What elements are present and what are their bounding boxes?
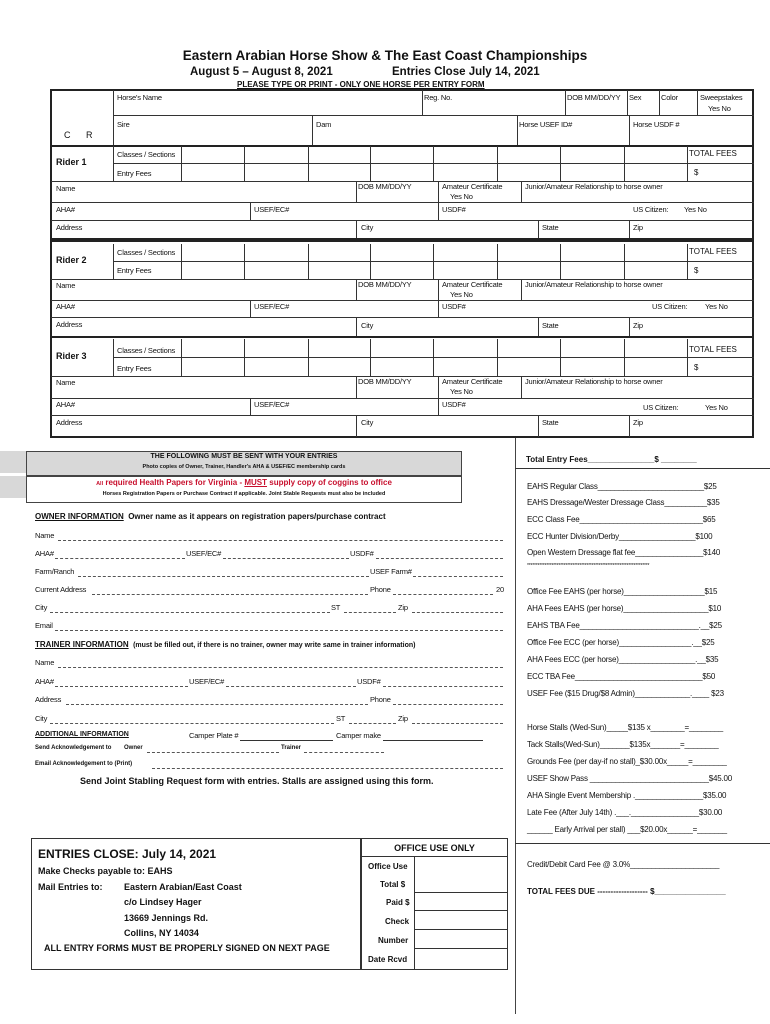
trainer-address-input[interactable] xyxy=(66,704,368,705)
owner-farm-label: Farm/Ranch xyxy=(35,567,75,576)
rider2-state-label: State xyxy=(542,321,559,330)
rider2-citizen-yes-no[interactable]: Yes No xyxy=(705,302,728,311)
trainer-aha-input[interactable] xyxy=(55,686,188,687)
fee-late: Late Fee (After July 14th) .___.________________$30.00 xyxy=(527,808,723,817)
trainer-zip-label: Zip xyxy=(398,714,408,723)
owner-city-input[interactable] xyxy=(50,612,330,613)
rider3-title: Rider 3 xyxy=(56,351,87,361)
rider3-entry-fees-label: Entry Fees xyxy=(117,364,152,373)
camper-plate-input[interactable] xyxy=(240,740,333,741)
rider3-address-label: Address xyxy=(56,418,83,427)
rider2-aha-label: AHA# xyxy=(56,302,75,311)
office-paid-label: Paid $ xyxy=(386,898,410,907)
fee-aha-eahs: AHA Fees EAHS (per horse)____________________$10 xyxy=(527,604,722,613)
rider1-zip-label: Zip xyxy=(633,223,643,232)
rider1-title: Rider 1 xyxy=(56,157,87,167)
rider1-classes-label: Classes / Sections xyxy=(117,150,176,159)
trainer-usef-label: USEF/EC# xyxy=(189,677,225,686)
email-ack-input[interactable] xyxy=(152,768,503,769)
rider1-citizen-yes-no[interactable]: Yes No xyxy=(684,205,707,214)
trainer-usdf-label: USDF# xyxy=(357,677,381,686)
camper-plate-label: Camper Plate # xyxy=(189,731,239,740)
rider2-dob-label: DOB MM/DD/YY xyxy=(358,280,412,289)
office-total-input[interactable] xyxy=(414,892,508,893)
rider3-dollar: $ xyxy=(694,363,699,372)
office-number-input[interactable] xyxy=(414,948,508,949)
trainer-st-label: ST xyxy=(336,714,346,723)
send-ack-trainer-label: Trainer xyxy=(281,745,302,751)
horse-usdf-label: Horse USDF # xyxy=(633,120,680,129)
owner-address-input[interactable] xyxy=(92,594,368,595)
owner-zip-label: Zip xyxy=(398,603,408,612)
owner-aha-label: AHA# xyxy=(35,549,54,558)
owner-phone-label: Phone xyxy=(370,585,391,594)
required-heading: THE FOLLOWING MUST BE SENT WITH YOUR ENTRIES xyxy=(150,453,338,460)
horse-usef-label: Horse USEF ID# xyxy=(519,120,573,129)
total-fees-due[interactable]: TOTAL FEES DUE ------------------- $________________ xyxy=(527,887,726,896)
trainer-phone-label: Phone xyxy=(370,695,391,704)
owner-year-label: 20 xyxy=(496,585,504,594)
owner-usef-farm-label: USEF Farm# xyxy=(370,567,412,576)
trainer-zip-input[interactable] xyxy=(412,723,503,724)
required-line1: Photo copies of Owner, Trainer, Handler's AHA & USEF/EC membership cards xyxy=(142,464,346,470)
rider1-address-label: Address xyxy=(56,223,83,232)
owner-usef-farm-input[interactable] xyxy=(413,576,503,577)
fee-grounds[interactable]: Grounds Fee (per day-if no stall)_$30.00x_____=________ xyxy=(527,757,727,766)
rider1-dob-label: DOB MM/DD/YY xyxy=(358,182,412,191)
joint-stabling-note: Send Joint Stabling Request form with entries. Stalls are assigned using this form. xyxy=(80,776,434,786)
rider1-entry-fees-label: Entry Fees xyxy=(117,169,152,178)
rider2-address-label: Address xyxy=(56,320,83,329)
fee-eahs-dressage: EAHS Dressage/Wester Dressage Class__________$35 xyxy=(527,498,720,507)
c-label: C xyxy=(64,130,71,140)
fee-early-arrival[interactable]: ______ Early Arrival per stall) ___$20.00x______=_______ xyxy=(527,825,727,834)
rider1-city-label: City xyxy=(361,223,374,232)
sire-label: Sire xyxy=(117,120,130,129)
send-ack-owner-input[interactable] xyxy=(147,752,279,753)
office-check-label: Check xyxy=(385,917,410,926)
rider2-usef-label: USEF/EC# xyxy=(254,302,290,311)
color-label: Color xyxy=(661,93,678,102)
camper-make-input[interactable] xyxy=(383,740,483,741)
send-ack-label: Send Acknowledgement to xyxy=(35,745,112,751)
rider3-usdf-label: USDF# xyxy=(442,400,466,409)
rider2-junior-label: Junior/Amateur Relationship to horse owner xyxy=(525,280,663,289)
rider3-amateur-yes-no[interactable]: Yes No xyxy=(450,387,473,396)
trainer-phone-input[interactable] xyxy=(393,704,503,705)
rider3-total-fees-label: TOTAL FEES xyxy=(689,345,737,354)
office-use-box xyxy=(361,838,508,970)
trainer-heading: TRAINER INFORMATION (must be filled out, if there is no trainer, owner may write same in trainer information) xyxy=(35,640,416,649)
owner-usef-label: USEF/EC# xyxy=(186,549,222,558)
rider2-usdf-label: USDF# xyxy=(442,302,466,311)
owner-farm-input[interactable] xyxy=(78,576,369,577)
rider3-aha-label: AHA# xyxy=(56,400,75,409)
office-use-row-0: Office Use xyxy=(368,862,408,871)
horse-dob-label: DOB MM/DD/YY xyxy=(567,93,621,102)
dam-label: Dam xyxy=(316,120,332,129)
rider1-name-label: Name xyxy=(56,184,76,193)
fee-ecc-hunter: ECC Hunter Division/Derby__________________$100 xyxy=(527,532,713,541)
reg-no-label: Reg. No. xyxy=(424,93,452,102)
rider1-aha-label: AHA# xyxy=(56,205,75,214)
owner-usdf-input[interactable] xyxy=(376,558,503,559)
rider2-dollar: $ xyxy=(694,266,699,275)
trainer-usef-input[interactable] xyxy=(226,686,356,687)
rider3-citizen-yes-no[interactable]: Yes No xyxy=(705,403,728,412)
owner-address-label: Current Address xyxy=(35,585,87,594)
rider1-dollar: $ xyxy=(694,168,699,177)
rider1-total-fees-label: TOTAL FEES xyxy=(689,149,737,158)
office-total-label: Total $ xyxy=(380,880,406,889)
trainer-city-input[interactable] xyxy=(50,723,334,724)
camper-make-label: Camper make xyxy=(336,731,381,740)
office-use-heading: OFFICE USE ONLY xyxy=(394,843,475,853)
rider3-junior-label: Junior/Amateur Relationship to horse owner xyxy=(525,377,663,386)
office-paid-input[interactable] xyxy=(414,910,508,911)
owner-usdf-label: USDF# xyxy=(350,549,374,558)
required-line3: Horses Registration Papers or Purchase Contract if applicable. Joint Stable Requests must also be included xyxy=(102,491,386,497)
trainer-aha-label: AHA# xyxy=(35,677,54,686)
rider1-junior-label: Junior/Amateur Relationship to horse owner xyxy=(525,182,663,191)
owner-name-label: Name xyxy=(35,531,55,540)
trainer-address-label: Address xyxy=(35,695,62,704)
rider2-citizen-label: US Citizen: xyxy=(652,302,688,311)
fee-eahs-regular: EAHS Regular Class_________________________$25 xyxy=(527,482,717,491)
office-check-input[interactable] xyxy=(414,929,508,930)
send-ack-trainer-input[interactable] xyxy=(304,752,384,753)
email-ack-label: Email Acknowledgement to (Print) xyxy=(35,761,133,767)
owner-zip-input[interactable] xyxy=(412,612,503,613)
owner-heading: OWNER INFORMATION Owner name as it appears on registration papers/purchase contract xyxy=(35,512,386,521)
owner-email-input[interactable] xyxy=(55,630,503,631)
mail-entries-label: Mail Entries to: xyxy=(38,882,103,892)
entries-close-title: ENTRIES CLOSE: July 14, 2021 xyxy=(38,847,217,861)
fee-horse-stalls[interactable]: Horse Stalls (Wed-Sun)_____$135 x________=________ xyxy=(527,723,724,732)
rider2-amateur-yes-no[interactable]: Yes No xyxy=(450,290,473,299)
sweepstakes-label: Sweepstakes xyxy=(700,93,743,102)
fee-tack-stalls[interactable]: Tack Stalls(Wed-Sun)_______$135x_______=________ xyxy=(527,740,719,749)
trainer-usdf-input[interactable] xyxy=(383,686,503,687)
owner-name-input[interactable] xyxy=(58,540,503,541)
fee-usef: USEF Fee ($15 Drug/$8 Admin)_____________.____ $23 xyxy=(527,689,724,698)
signed-note: ALL ENTRY FORMS MUST BE PROPERLY SIGNED ON NEXT PAGE xyxy=(44,943,330,953)
rider1-citizen-label: US Citizen: xyxy=(633,205,669,214)
fee-ecc-class: ECC Class Fee_____________________________$65 xyxy=(527,515,716,524)
type-instruction: PLEASE TYPE OR PRINT - ONLY ONE HORSE PER ENTRY FORM xyxy=(237,80,485,89)
rider2-title: Rider 2 xyxy=(56,255,87,265)
mail-address-2: c/o Lindsey Hager xyxy=(124,897,202,907)
owner-phone-input[interactable] xyxy=(393,594,493,595)
gray-tab-1 xyxy=(0,451,26,473)
rider3-classes-label: Classes / Sections xyxy=(117,346,176,355)
owner-usef-input[interactable] xyxy=(223,558,349,559)
rider3-dob-label: DOB MM/DD/YY xyxy=(358,377,412,386)
rider3-citizen-label: US Citizen: xyxy=(643,403,679,412)
fees-divider xyxy=(515,438,516,1014)
rider2-entry-fees-label: Entry Fees xyxy=(117,266,152,275)
fee-western-dressage: Open Western Dressage flat fee________________$140 xyxy=(527,548,721,557)
rider2-name-label: Name xyxy=(56,281,76,290)
sex-label: Sex xyxy=(629,93,642,102)
gray-tab-2 xyxy=(0,476,26,498)
owner-st-input[interactable] xyxy=(344,612,396,613)
owner-st-label: ST xyxy=(331,603,341,612)
rider3-zip-label: Zip xyxy=(633,418,643,427)
horse-name-label: Horse's Name xyxy=(117,93,162,102)
rider2-amateur-label: Amateur Certificate xyxy=(442,280,503,289)
owner-city-label: City xyxy=(35,603,48,612)
checks-payable: Make Checks payable to: EAHS xyxy=(38,866,173,876)
office-number-label: Number xyxy=(378,936,409,945)
rider2-city-label: City xyxy=(361,321,374,330)
fee-aha-ecc: AHA Fees ECC (per horse)__________________.__$35 xyxy=(527,655,719,664)
trainer-name-label: Name xyxy=(35,658,55,667)
trainer-city-label: City xyxy=(35,714,48,723)
rider1-usef-label: USEF/EC# xyxy=(254,205,290,214)
rider1-amateur-yes-no[interactable]: Yes No xyxy=(450,192,473,201)
trainer-st-input[interactable] xyxy=(349,723,396,724)
fee-aha-membership: AHA Single Event Membership .________________$35.00 xyxy=(527,791,727,800)
r-label: R xyxy=(86,130,93,140)
rider3-state-label: State xyxy=(542,418,559,427)
mail-address-1: Eastern Arabian/East Coast xyxy=(124,882,242,892)
rider1-amateur-label: Amateur Certificate xyxy=(442,182,503,191)
trainer-name-input[interactable] xyxy=(58,667,503,668)
send-ack-owner-label: Owner xyxy=(124,745,143,751)
rider2-total-fees-label: TOTAL FEES xyxy=(689,247,737,256)
owner-aha-input[interactable] xyxy=(55,558,185,559)
fee-office-ecc: Office Fee ECC (per horse)_________________.__$25 xyxy=(527,638,715,647)
office-date-label: Date Rcvd xyxy=(368,955,408,964)
fee-eahs-tba: EAHS TBA Fee____________________________.__$25 xyxy=(527,621,722,630)
fee-usef-show-pass: USEF Show Pass ____________________________$45.00 xyxy=(527,774,733,783)
owner-email-label: Email xyxy=(35,621,53,630)
additional-heading: ADDITIONAL INFORMATION xyxy=(35,731,129,738)
rider3-amateur-label: Amateur Certificate xyxy=(442,377,503,386)
rider1-usdf-label: USDF# xyxy=(442,205,466,214)
total-entry-fees[interactable]: Total Entry Fees_______________$ ________ xyxy=(526,455,697,464)
entries-close-date: Entries Close July 14, 2021 xyxy=(392,66,540,78)
rider3-name-label: Name xyxy=(56,378,76,387)
fee-ecc-tba: ECC TBA Fee______________________________$50 xyxy=(527,672,716,681)
fee-office-eahs: Office Fee EAHS (per horse)___________________$15 xyxy=(527,587,718,596)
mail-address-4: Collins, NY 14034 xyxy=(124,928,199,938)
form-title: Eastern Arabian Horse Show & The East Coast Championships xyxy=(182,48,588,63)
required-health: All required Health Papers for Virginia - MUST supply copy of coggins to office xyxy=(96,478,392,487)
fee-credit-card[interactable]: Credit/Debit Card Fee @ 3.0%_____________________ xyxy=(527,860,720,869)
rider3-usef-label: USEF/EC# xyxy=(254,400,290,409)
sweepstakes-yes-no[interactable]: Yes No xyxy=(708,104,731,113)
rider1-state-label: State xyxy=(542,223,559,232)
rider3-city-label: City xyxy=(361,418,374,427)
rider2-zip-label: Zip xyxy=(633,321,643,330)
rider2-classes-label: Classes / Sections xyxy=(117,248,176,257)
mail-address-3: 13669 Jennings Rd. xyxy=(124,913,209,923)
fee-separator: ********************************************************************** xyxy=(527,563,650,569)
show-dates: August 5 – August 8, 2021 xyxy=(190,66,333,78)
